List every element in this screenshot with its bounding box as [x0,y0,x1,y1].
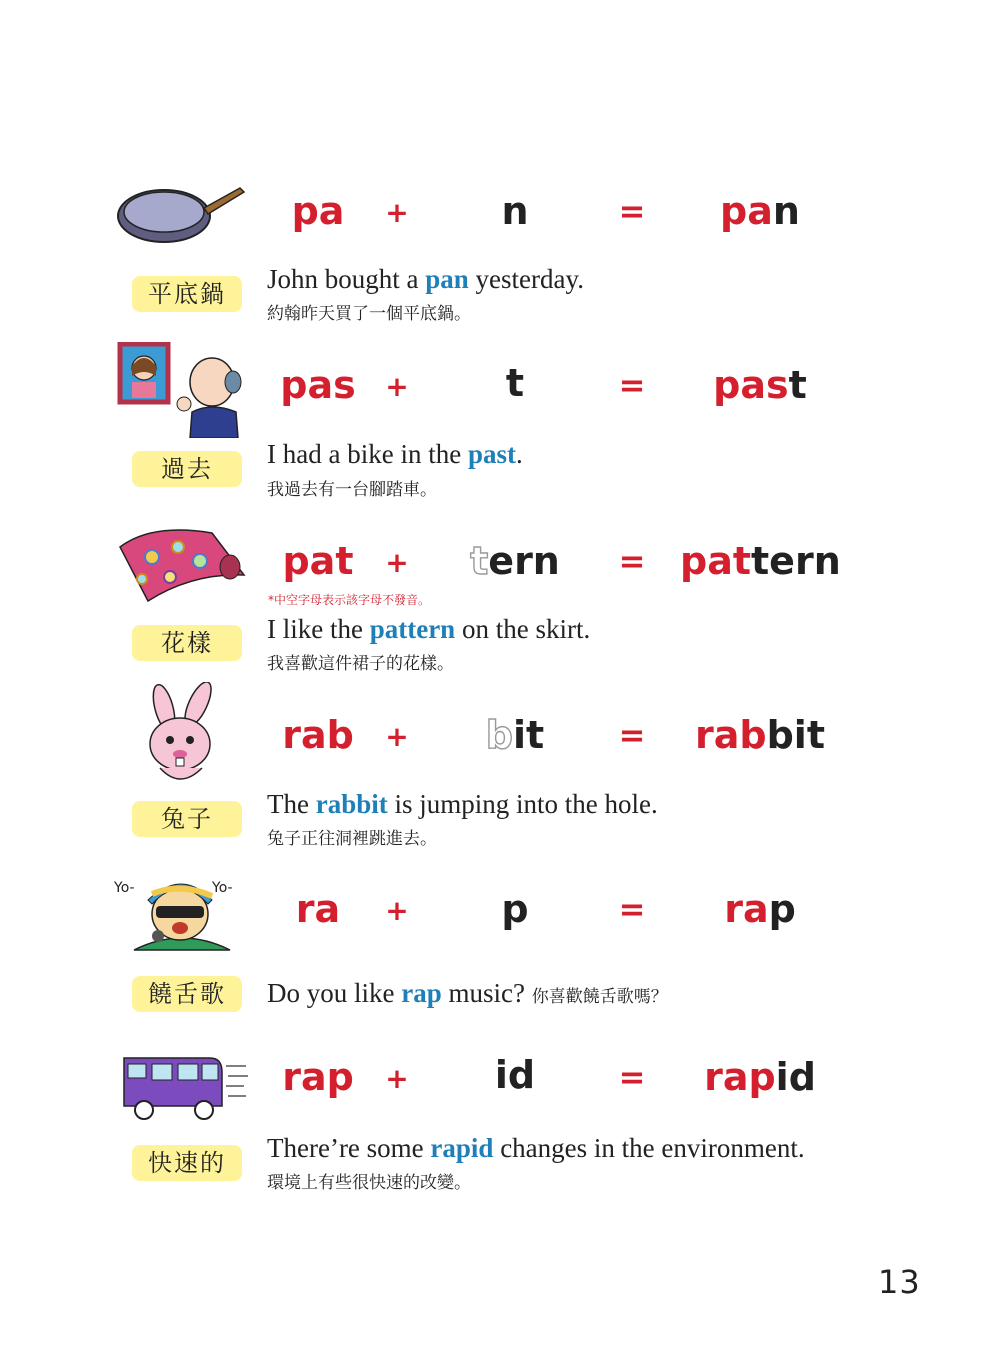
result-black-part: bit [766,713,825,757]
example-sentence [267,613,590,645]
example-sentence [267,1132,805,1164]
sentence-after: music? [441,978,532,1008]
left-part: rab [282,713,354,757]
equals-sign: = [618,716,646,754]
plus-sign: + [385,196,409,229]
equals-sign: = [618,890,646,928]
vocab-label: 饒舌歌 [132,976,242,1012]
result-black-part: id [775,1055,816,1099]
chinese-translation: 兔子正往洞裡跳進去。 [267,829,437,849]
sentence-keyword: rabbit [315,789,388,819]
result-red-part: rap [704,1055,776,1099]
speeding-bus-icon [112,1046,252,1136]
sentence-after: yesterday. [468,264,584,294]
inline-chinese-translation: 你喜歡饒舌歌嗎？ [531,987,668,1007]
old-man-portrait-icon [112,342,252,438]
sentence-keyword: rap [401,978,442,1008]
sentence-after: changes in the environment. [493,1133,805,1163]
example-sentence [267,438,523,470]
result-red-part: pa [720,189,773,233]
vocab-label: 過去 [132,451,242,487]
sentence-before: The [267,789,316,819]
left-part: pa [291,189,345,233]
vocab-label: 快速的 [132,1145,242,1181]
vocab-label: 花樣 [132,625,242,661]
page-number: 13 [878,1263,921,1301]
chinese-translation: 環境上有些很快速的改變。 [267,1173,471,1193]
sentence-before: I had a bike in the [267,439,468,469]
sentence-after: . [515,439,523,469]
silent-letter: b [485,713,513,757]
chinese-translation: 我過去有一台腳踏車。 [267,480,437,500]
result-red-part: ra [724,887,769,931]
example-sentence [267,977,668,1013]
result-black-part: t [788,363,807,407]
added-letters: id [494,1053,536,1097]
added-letters: it [513,713,545,757]
result-word [680,538,840,584]
example-sentence [267,788,658,820]
sentence-keyword: pattern [369,614,456,644]
left-part: rap [282,1055,354,1099]
sentence-keyword: rapid [430,1133,494,1163]
result-word [680,362,840,408]
equals-sign: = [618,542,646,580]
plus-sign: + [385,370,409,403]
example-sentence [267,263,584,295]
frying-pan-icon [112,178,252,268]
equals-sign: = [618,366,646,404]
added-letters: ern [488,539,560,583]
result-word [680,886,840,932]
result-red-part: rab [695,713,767,757]
vocab-label: 平底鍋 [132,276,242,312]
added-part [460,886,570,932]
yo-left-text: Yo- [114,880,135,896]
sentence-after: on the skirt. [455,614,591,644]
result-red-part: pas [713,363,789,407]
equals-sign: = [618,192,646,230]
equals-sign: = [618,1058,646,1096]
added-letters: t [505,361,525,405]
added-part [460,1052,570,1098]
silent-letter: t [470,539,489,583]
sentence-after: is jumping into the hole. [387,789,658,819]
added-part [460,538,570,584]
added-part [460,188,570,234]
plus-sign: + [385,546,409,579]
yo-right-text: Yo- [212,880,233,896]
left-part: pas [280,363,356,407]
added-letters: n [501,189,529,233]
chinese-translation: 約翰昨天買了一個平底鍋。 [267,304,471,324]
sentence-before: Do you like [267,978,402,1008]
sentence-before: There’re some [267,1133,431,1163]
rapper-icon [112,866,252,956]
added-part [460,712,570,758]
left-part: ra [295,887,341,931]
chinese-translation: 我喜歡這件裙子的花樣。 [267,654,454,674]
result-black-part: tern [751,539,841,583]
result-black-part: p [768,887,796,931]
sentence-before: I like the [267,614,370,644]
added-part [460,360,570,406]
rabbit-icon [112,682,252,790]
plus-sign: + [385,1062,409,1095]
sentence-keyword: past [467,439,516,469]
plus-sign: + [385,720,409,753]
silent-letter-note: *中空字母表示該字母不發音。 [268,593,431,607]
plus-sign: + [385,894,409,927]
sentence-before: John bought a [267,264,426,294]
left-part: pat [282,539,354,583]
result-black-part: n [772,189,800,233]
result-red-part: pat [680,539,752,583]
sentence-keyword: pan [425,264,469,294]
patterned-rug-icon [112,517,252,607]
result-word [680,188,840,234]
result-word [680,712,840,758]
vocab-label: 兔子 [132,801,242,837]
added-letters: p [501,887,529,931]
result-word [680,1054,840,1100]
